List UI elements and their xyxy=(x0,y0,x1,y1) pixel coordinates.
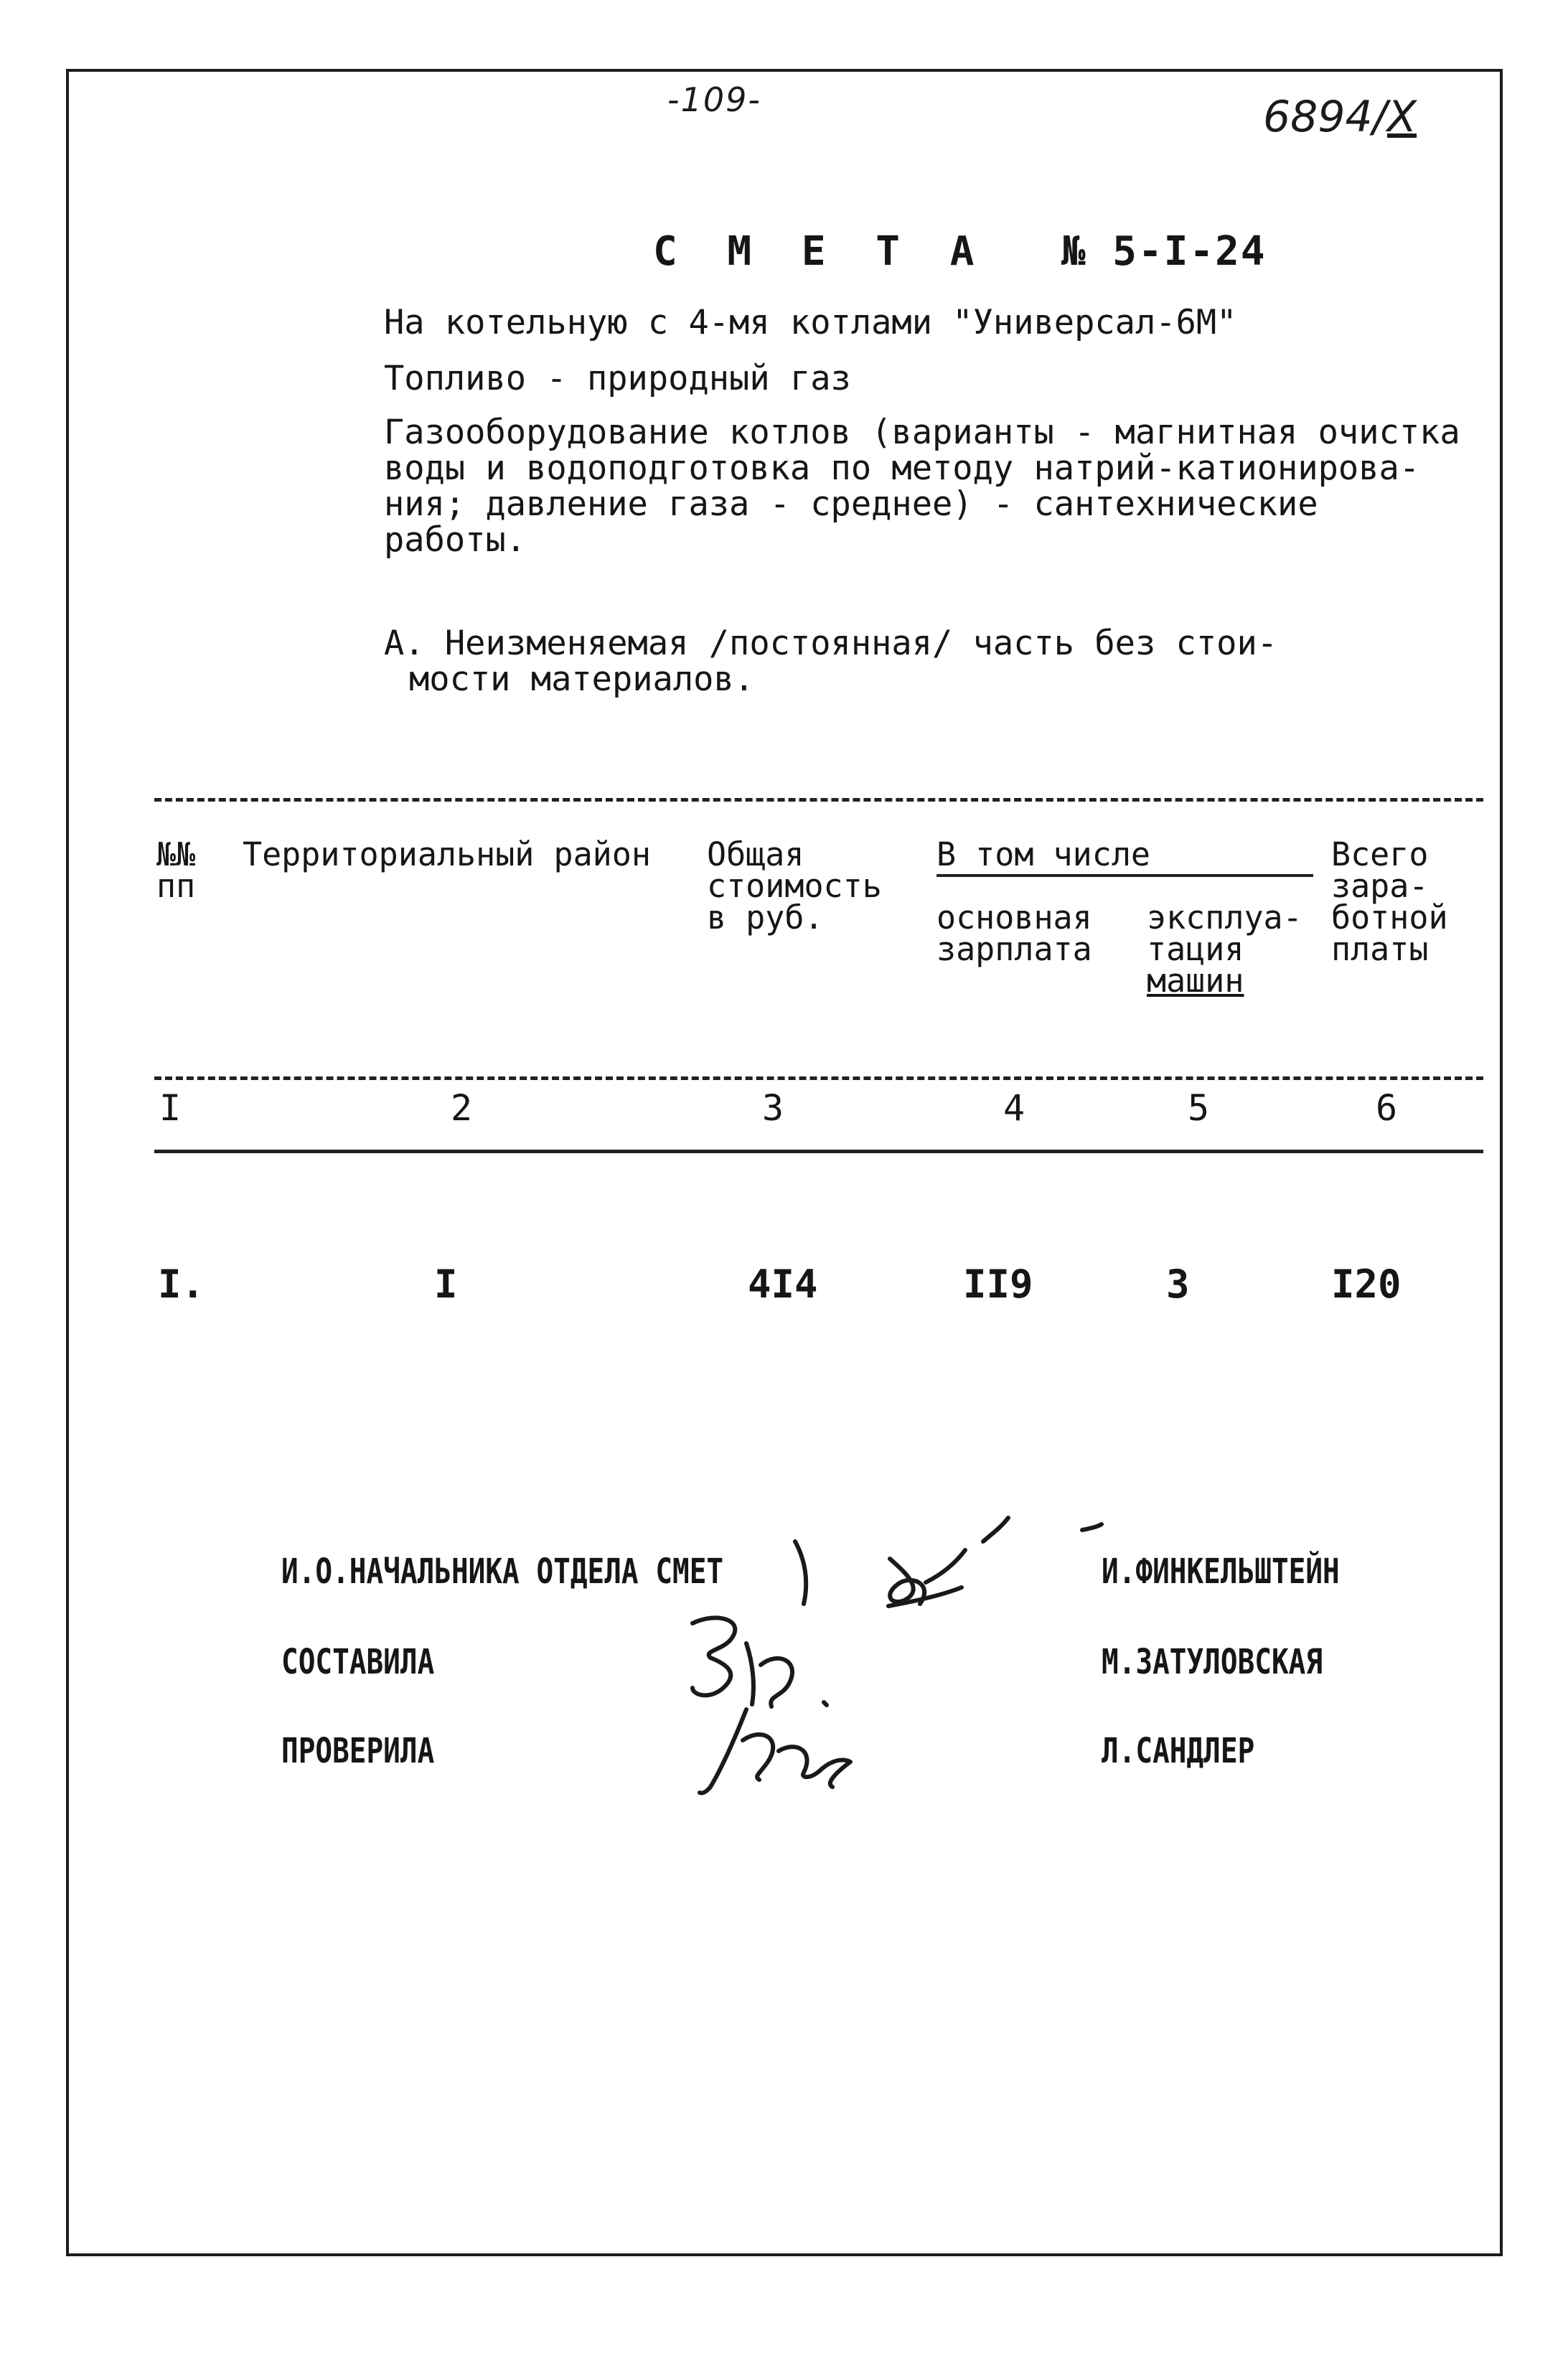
signature-mark-3 xyxy=(700,1709,850,1793)
column-number-3: 3 xyxy=(762,1087,784,1129)
header-no-line-1: №№ xyxy=(156,835,196,873)
header-region: Территориальный район xyxy=(243,835,651,873)
header-total-line-3: в руб. xyxy=(707,898,824,937)
row-no: I. xyxy=(158,1262,205,1307)
document-number-main: 6894/ xyxy=(1263,92,1387,142)
header-wages-line-4: платы xyxy=(1331,930,1429,968)
header-base-salary-line-2: зарплата xyxy=(936,930,1092,968)
header-total-line-2: стоимость xyxy=(707,867,882,905)
row-machines: 3 xyxy=(1166,1262,1190,1307)
column-number-1: I xyxy=(159,1087,182,1129)
page-number: -109- xyxy=(667,80,761,119)
description-line-3: ния; давление газа - среднее) - сантехнические xyxy=(384,484,1318,524)
part-a-line-2: мости материалов. xyxy=(409,660,755,699)
part-a-line-1: А. Неизменяемая /постоянная/ часть без стои- xyxy=(384,624,1278,663)
signature-mark-2 xyxy=(693,1618,827,1707)
signature-role-1: И.О.НАЧАЛЬНИКА ОТДЕЛА СМЕТ xyxy=(281,1552,724,1592)
header-total-line-1: Общая xyxy=(707,835,804,873)
column-number-6: 6 xyxy=(1376,1087,1398,1129)
column-number-5: 5 xyxy=(1188,1087,1210,1129)
signature-mark-1 xyxy=(795,1518,1102,1606)
intro-line-1: На котельную с 4-мя котлами "Универсал-6М" xyxy=(384,303,1237,342)
document-number-suffix: X xyxy=(1386,92,1417,142)
row-region: I xyxy=(434,1262,458,1307)
row-total-wages: I20 xyxy=(1331,1262,1402,1307)
description-line-2: воды и водоподготовка по методу натрий-катионирова- xyxy=(384,449,1420,488)
header-base-salary-line-1: основная xyxy=(936,898,1092,937)
column-number-4: 4 xyxy=(1003,1087,1025,1129)
signature-role-2: СОСТАВИЛА xyxy=(281,1642,435,1682)
header-group: В том числе xyxy=(936,835,1151,873)
row-base-salary: II9 xyxy=(963,1262,1033,1307)
signature-role-3: ПРОВЕРИЛА xyxy=(281,1731,435,1771)
description-line-1: Газооборудование котлов (варианты - магнитная очистка xyxy=(384,413,1460,452)
signature-name-2: М.ЗАТУЛОВСКАЯ xyxy=(1102,1642,1323,1682)
description-line-4: работы. xyxy=(384,520,527,560)
header-wages-line-2: зара- xyxy=(1331,867,1429,905)
signature-name-3: Л.САНДЛЕР xyxy=(1102,1731,1255,1771)
header-machines-line-1: эксплуа- xyxy=(1147,898,1302,937)
signature-name-1: И.ФИНКЕЛЬШТЕЙН xyxy=(1102,1552,1340,1592)
title-word: С М Е Т А xyxy=(653,228,987,275)
header-machines-line-3: машин xyxy=(1147,962,1244,1000)
header-machines-line-2: тация xyxy=(1147,930,1244,968)
title-number: № 5-I-24 xyxy=(1061,228,1267,275)
intro-line-2: Топливо - природный газ xyxy=(384,359,851,398)
header-no-line-2: пп xyxy=(156,867,196,905)
header-wages-line-1: Всего xyxy=(1331,835,1429,873)
column-number-2: 2 xyxy=(451,1087,473,1129)
row-total: 4I4 xyxy=(748,1262,818,1307)
header-wages-line-3: ботной xyxy=(1331,898,1448,937)
